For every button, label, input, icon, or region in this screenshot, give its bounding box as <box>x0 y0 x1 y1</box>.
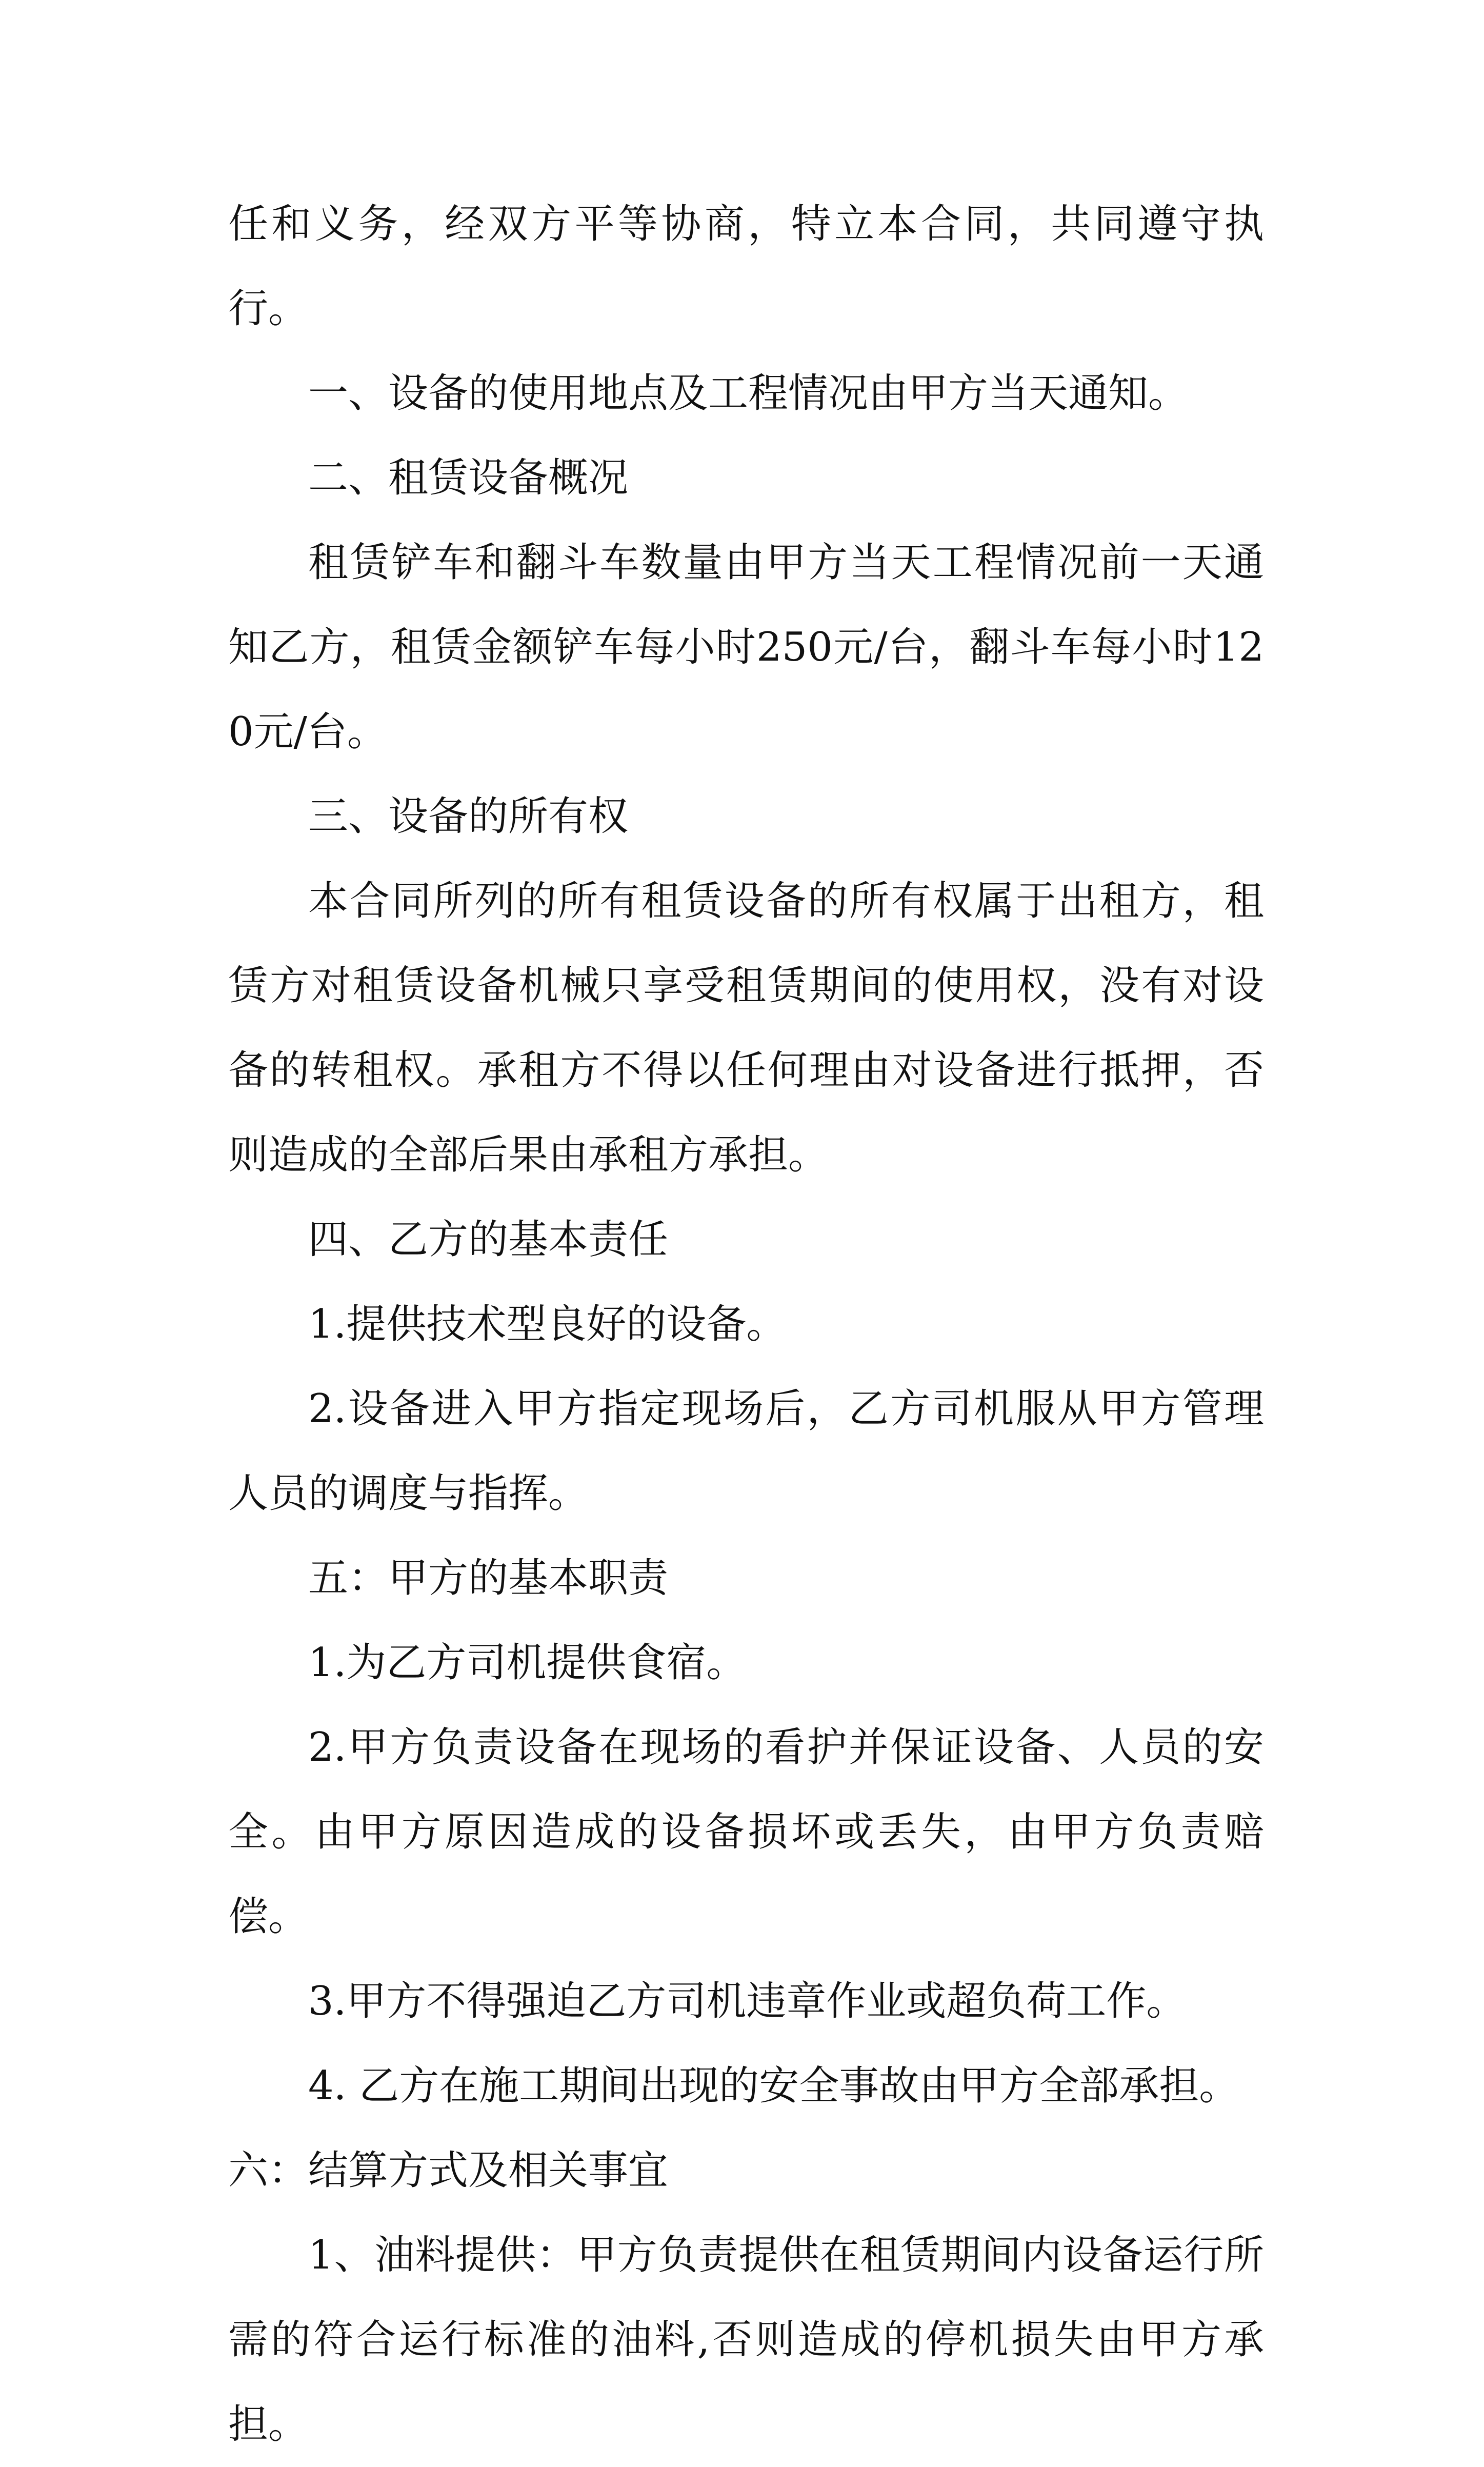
section-5-item-1: 1.为乙方司机提供食宿。 <box>308 1640 747 1686</box>
section-4-heading: 四、乙方的基本责任 <box>308 1217 669 1263</box>
paragraph-preamble-end: 任和义务，经双方平等协商，特立本合同，共同遵守执行。 <box>228 201 1264 332</box>
section-2-heading: 二、租赁设备概况 <box>308 455 629 501</box>
section-5-item-2: 2.甲方负责设备在现场的看护并保证设备、人员的安全。由甲方原因造成的设备损坏或丢失，由甲方负责赔偿。 <box>228 1724 1264 1940</box>
section-4-item-2: 2.设备进入甲方指定现场后，乙方司机服从甲方管理人员的调度与指挥。 <box>228 1386 1264 1517</box>
section-1-location: 一、设备的使用地点及工程情况由甲方当天通知。 <box>308 370 1189 416</box>
section-3-heading: 三、设备的所有权 <box>308 793 629 840</box>
section-6-heading: 六：结算方式及相关事宜 <box>228 2147 669 2194</box>
section-5-item-3: 3.甲方不得强迫乙方司机违章作业或超负荷工作。 <box>308 1978 1187 2024</box>
contract-body <box>228 182 1264 2467</box>
section-2-body: 租赁铲车和翻斗车数量由甲方当天工程情况前一天通知乙方，租赁金额铲车每小时250元/台，翻斗车每小时120元/台。 <box>228 540 1264 755</box>
section-6-item-1: 1、油料提供：甲方负责提供在租赁期间内设备运行所需的符合运行标准的油料,否则造成的停机损失由甲方承担。 <box>228 2232 1264 2448</box>
section-5-heading: 五：甲方的基本职责 <box>308 1555 669 1601</box>
section-3-body: 本合同所列的所有租赁设备的所有权属于出租方，租赁方对租赁设备机械只享受租赁期间的使用权，没有对设备的转租权。承租方不得以任何理由对设备进行抵押，否则造成的全部后果由承租方承担。 <box>228 878 1264 1178</box>
section-4-item-1: 1.提供技术型良好的设备。 <box>308 1301 787 1347</box>
section-5-item-4: 4. 乙方在施工期间出现的安全事故由甲方全部承担。 <box>308 2063 1239 2109</box>
